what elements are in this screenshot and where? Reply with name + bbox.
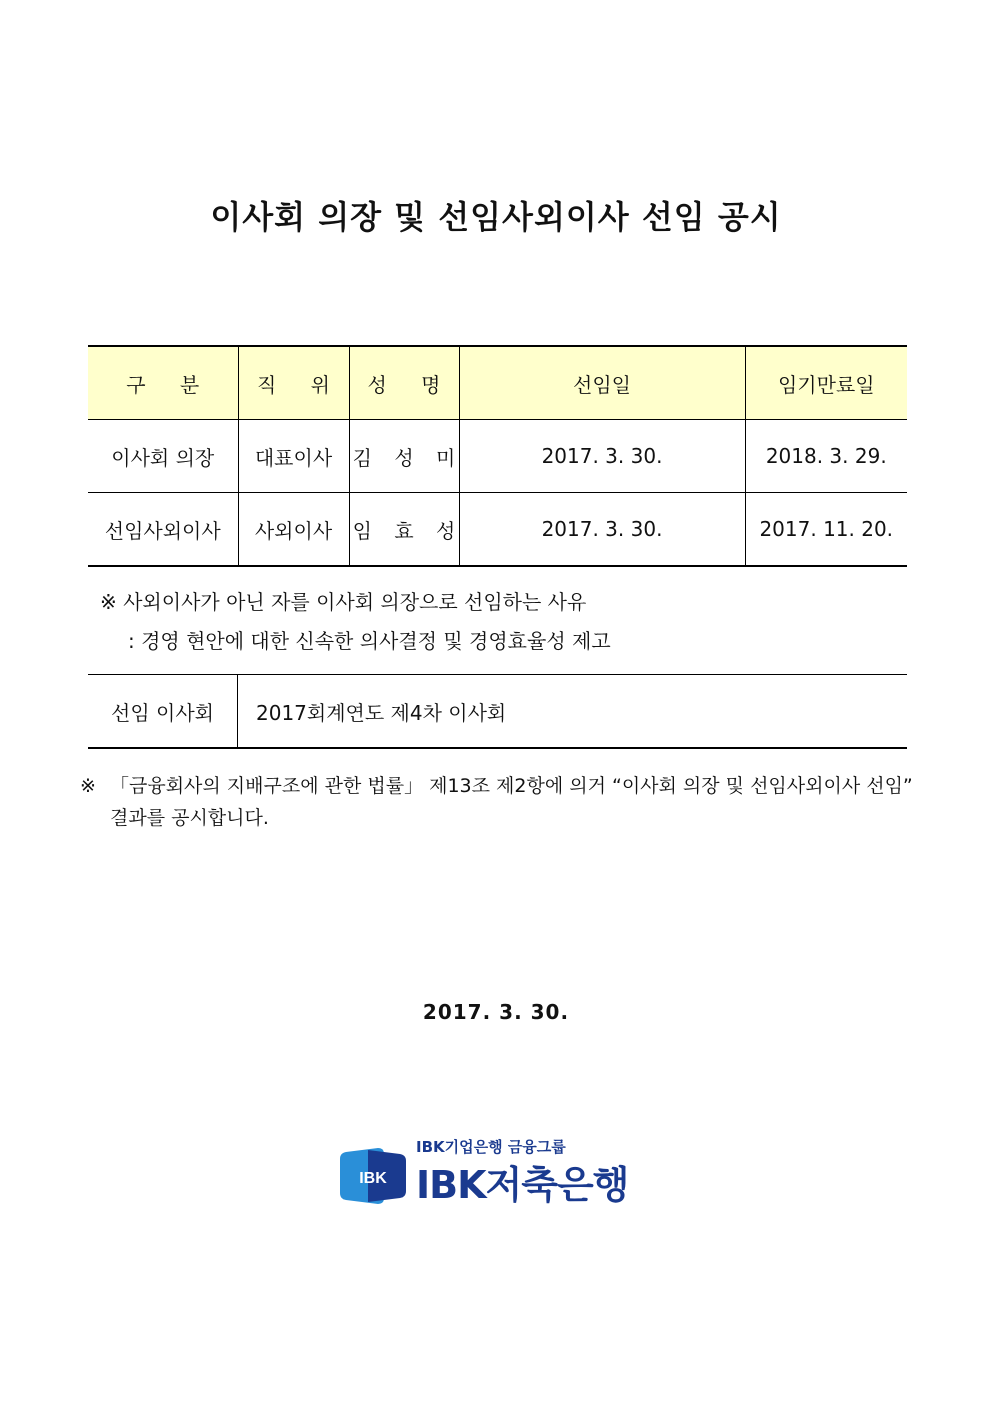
table-row [88, 420, 907, 493]
footnote-text: 「금융회사의 지배구조에 관한 법률」 제13조 제2항에 의거 “이사회 의장 및 선임사외이사 선임” 결과를 공시합니다. [110, 775, 913, 829]
emblem-text: IBK [359, 1170, 387, 1187]
cell-position: 대표이사 [238, 420, 349, 493]
announcement-date: 2017. 3. 30. [422, 1000, 570, 1024]
header-name: 성 명 [349, 346, 459, 420]
note-reason-heading: ※ 사외이사가 아닌 자를 이사회 의장으로 선임하는 사유 [100, 590, 587, 614]
table-row [88, 493, 907, 567]
board-table [88, 674, 907, 749]
cell-position: 사외이사 [238, 493, 349, 567]
cell-category: 선임사외이사 [88, 493, 238, 567]
logo-subtitle: IBK기업은행 금융그룹 [416, 1138, 566, 1156]
logo-name: IBK저축은행 [416, 1163, 629, 1207]
ibk-emblem-icon [338, 1146, 408, 1206]
cell-term-end-date: 2017. 11. 20. [745, 493, 907, 567]
ibk-logo [338, 1136, 668, 1208]
header-term-end-date: 임기만료일 [745, 346, 907, 420]
header-position: 직 위 [238, 346, 349, 420]
header-appointment-date: 선임일 [459, 346, 745, 420]
footnote [80, 770, 925, 834]
cell-name: 임 효 성 [349, 493, 459, 567]
board-label: 선임 이사회 [88, 675, 238, 749]
board-value: 2017회계연도 제4차 이사회 [238, 675, 908, 749]
header-category: 구 분 [88, 346, 238, 420]
cell-category: 이사회 의장 [88, 420, 238, 493]
cell-name: 김 성 미 [349, 420, 459, 493]
cell-term-end-date: 2018. 3. 29. [745, 420, 907, 493]
appointment-table [88, 345, 907, 567]
board-row [88, 675, 907, 749]
page-title: 이사회 의장 및 선임사외이사 선임 공시 [210, 198, 782, 236]
footnote-mark: ※ [80, 775, 96, 797]
note-reason-text: : 경영 현안에 대한 신속한 의사결정 및 경영효율성 제고 [128, 629, 611, 653]
cell-appointment-date: 2017. 3. 30. [459, 420, 745, 493]
table-header-row [88, 346, 907, 420]
cell-appointment-date: 2017. 3. 30. [459, 493, 745, 567]
